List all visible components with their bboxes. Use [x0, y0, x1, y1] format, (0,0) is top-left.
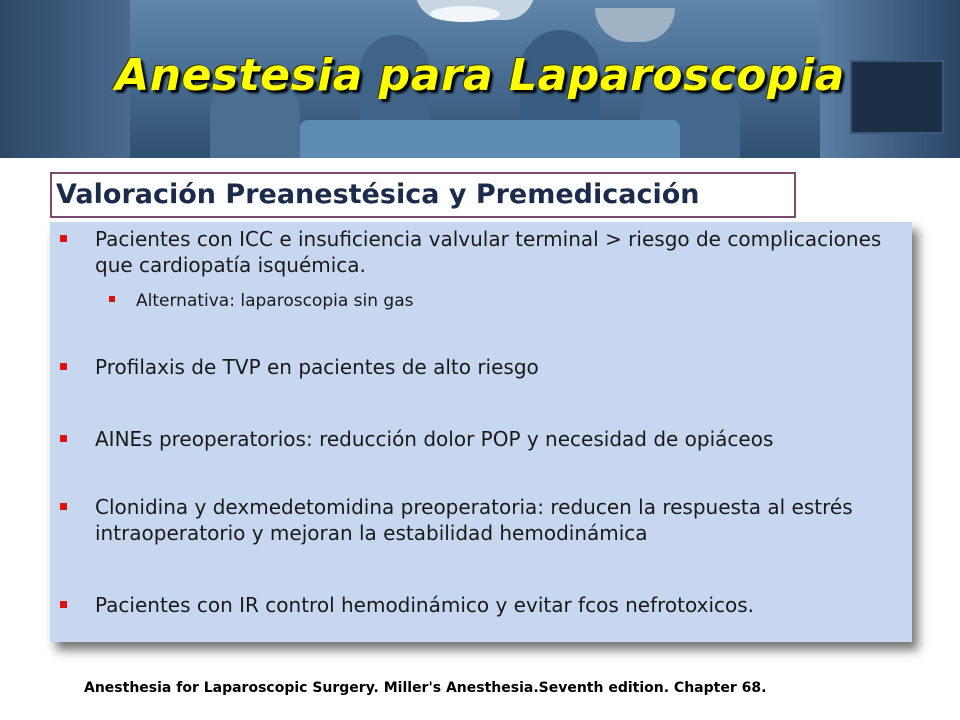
square-bullet-icon	[60, 363, 67, 370]
surgical-lamp-secondary	[595, 8, 675, 42]
list-subitem-text: Alternativa: laparoscopia sin gas	[136, 291, 414, 311]
list-item	[58, 494, 903, 546]
square-bullet-icon	[60, 435, 67, 442]
list-item	[58, 354, 903, 380]
square-bullet-icon	[109, 296, 115, 302]
list-item	[58, 426, 903, 452]
list-item-text: Pacientes con IR control hemodinámico y evitar fcos nefrotoxicos.	[95, 593, 755, 617]
square-bullet-icon	[60, 235, 67, 242]
list-item-text: AINEs preoperatorios: reducción dolor POP y necesidad de opiáceos	[95, 427, 774, 451]
list-subitem	[58, 288, 903, 314]
list-item	[58, 226, 903, 278]
list-item-text: Pacientes con ICC e insuficiencia valvular terminal > riesgo de complicaciones que cardiopatía isquémica.	[95, 227, 882, 277]
list-item	[58, 592, 903, 618]
slide-title: Anestesia para Laparoscopia	[115, 50, 845, 101]
list-item-text: Profilaxis de TVP en pacientes de alto riesgo	[95, 355, 539, 379]
surgical-lamp-light	[430, 6, 500, 22]
citation-footer: Anesthesia for Laparoscopic Surgery. Miller's Anesthesia.Seventh edition. Chapter 68.	[84, 680, 767, 696]
list-item-text: Clonidina y dexmedetomidina preoperatoria: reducen la respuesta al estrés intraoperatorio y mejoran la estabilidad hemodinámica	[95, 495, 853, 545]
operating-table	[300, 120, 680, 158]
square-bullet-icon	[60, 601, 67, 608]
square-bullet-icon	[60, 503, 67, 510]
section-subtitle: Valoración Preanestésica y Premedicación	[50, 172, 796, 218]
